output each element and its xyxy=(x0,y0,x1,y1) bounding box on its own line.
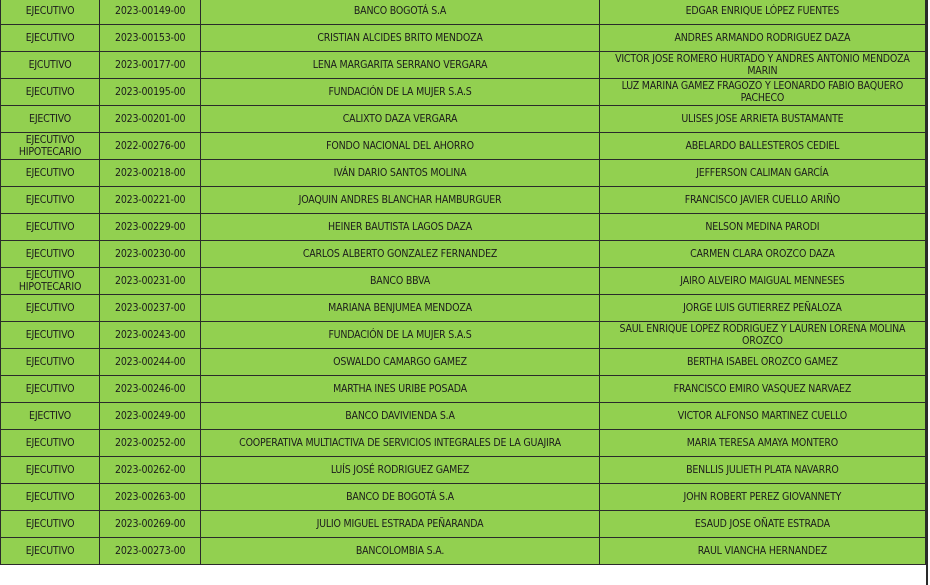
plaintiff-cell[interactable]: JOAQUIN ANDRES BLANCHAR HAMBURGUER xyxy=(201,187,599,214)
defendant-cell[interactable]: MARIA TERESA AMAYA MONTERO xyxy=(599,430,925,457)
case-number-cell[interactable]: 2023-00149-00 xyxy=(100,0,201,25)
table-row xyxy=(1,268,926,295)
process-type-cell[interactable]: EJECUTIVO xyxy=(1,25,100,52)
plaintiff-cell[interactable]: FONDO NACIONAL DEL AHORRO xyxy=(201,133,599,160)
process-type-cell[interactable]: EJECUTIVO xyxy=(1,376,100,403)
process-type-cell[interactable]: EJECUTIVO xyxy=(1,0,100,25)
defendant-cell[interactable]: ANDRES ARMANDO RODRIGUEZ DAZA xyxy=(599,25,925,52)
defendant-cell[interactable]: CARMEN CLARA OROZCO DAZA xyxy=(599,241,925,268)
defendant-cell[interactable]: SAUL ENRIQUE LOPEZ RODRIGUEZ Y LAUREN LORENA MOLINA OROZCO xyxy=(599,322,925,349)
process-type-cell[interactable]: EJECUTIVO xyxy=(1,187,100,214)
defendant-cell[interactable]: BENLLIS JULIETH PLATA NAVARRO xyxy=(599,457,925,484)
plaintiff-cell[interactable]: BANCO DAVIVIENDA S.A xyxy=(201,403,599,430)
case-number-cell[interactable]: 2023-00229-00 xyxy=(100,214,201,241)
defendant-cell[interactable]: ESAUD JOSE OÑATE ESTRADA xyxy=(599,511,925,538)
plaintiff-cell[interactable]: HEINER BAUTISTA LAGOS DAZA xyxy=(201,214,599,241)
defendant-cell[interactable]: JAIRO ALVEIRO MAIGUAL MENNESES xyxy=(599,268,925,295)
table-row xyxy=(1,79,926,106)
defendant-cell[interactable]: EDGAR ENRIQUE LÓPEZ FUENTES xyxy=(599,0,925,25)
process-type-cell[interactable]: EJECUTIVO HIPOTECARIO xyxy=(1,133,100,160)
plaintiff-cell[interactable]: JULIO MIGUEL ESTRADA PEÑARANDA xyxy=(201,511,599,538)
table-row xyxy=(1,484,926,511)
plaintiff-cell[interactable]: MARTHA INES URIBE POSADA xyxy=(201,376,599,403)
process-type-cell[interactable]: EJECUTIVO xyxy=(1,349,100,376)
process-type-cell[interactable]: EJECUTIVO HIPOTECARIO xyxy=(1,268,100,295)
table-row xyxy=(1,430,926,457)
table-row xyxy=(1,25,926,52)
case-number-cell[interactable]: 2023-00195-00 xyxy=(100,79,201,106)
defendant-cell[interactable]: ABELARDO BALLESTEROS CEDIEL xyxy=(599,133,925,160)
plaintiff-cell[interactable]: CALIXTO DAZA VERGARA xyxy=(201,106,599,133)
case-table-body xyxy=(1,0,926,565)
case-number-cell[interactable]: 2023-00177-00 xyxy=(100,52,201,79)
defendant-cell[interactable]: JORGE LUIS GUTIERREZ PEÑALOZA xyxy=(599,295,925,322)
case-number-cell[interactable]: 2023-00221-00 xyxy=(100,187,201,214)
table-row xyxy=(1,403,926,430)
plaintiff-cell[interactable]: OSWALDO CAMARGO GAMEZ xyxy=(201,349,599,376)
case-number-cell[interactable]: 2022-00276-00 xyxy=(100,133,201,160)
case-number-cell[interactable]: 2023-00249-00 xyxy=(100,403,201,430)
process-type-cell[interactable]: EJECUTIVO xyxy=(1,322,100,349)
defendant-cell[interactable]: JEFFERSON CALIMAN GARCÍA xyxy=(599,160,925,187)
case-number-cell[interactable]: 2023-00263-00 xyxy=(100,484,201,511)
table-row xyxy=(1,187,926,214)
case-number-cell[interactable]: 2023-00237-00 xyxy=(100,295,201,322)
defendant-cell[interactable]: FRANCISCO EMIRO VASQUEZ NARVAEZ xyxy=(599,376,925,403)
defendant-cell[interactable]: VICTOR JOSE ROMERO HURTADO Y ANDRES ANTONIO MENDOZA MARIN xyxy=(599,52,925,79)
process-type-cell[interactable]: EJECTIVO xyxy=(1,403,100,430)
table-row xyxy=(1,295,926,322)
case-number-cell[interactable]: 2023-00153-00 xyxy=(100,25,201,52)
case-number-cell[interactable]: 2023-00246-00 xyxy=(100,376,201,403)
process-type-cell[interactable]: EJECUTIVO xyxy=(1,160,100,187)
plaintiff-cell[interactable]: MARIANA BENJUMEA MENDOZA xyxy=(201,295,599,322)
table-row xyxy=(1,0,926,25)
plaintiff-cell[interactable]: COOPERATIVA MULTIACTIVA DE SERVICIOS INTEGRALES DE LA GUAJIRA xyxy=(201,430,599,457)
case-number-cell[interactable]: 2023-00252-00 xyxy=(100,430,201,457)
process-type-cell[interactable]: EJECUTIVO xyxy=(1,457,100,484)
process-type-cell[interactable]: EJECUTIVO xyxy=(1,214,100,241)
table-row xyxy=(1,160,926,187)
process-type-cell[interactable]: EJECUTIVO xyxy=(1,538,100,565)
process-type-cell[interactable]: EJECUTIVO xyxy=(1,484,100,511)
case-number-cell[interactable]: 2023-00244-00 xyxy=(100,349,201,376)
plaintiff-cell[interactable]: FUNDACIÓN DE LA MUJER S.A.S xyxy=(201,322,599,349)
table-row xyxy=(1,214,926,241)
plaintiff-cell[interactable]: BANCO BOGOTÁ S.A xyxy=(201,0,599,25)
sheet-right-border xyxy=(926,0,928,585)
defendant-cell[interactable]: ULISES JOSE ARRIETA BUSTAMANTE xyxy=(599,106,925,133)
process-type-cell[interactable]: EJECTIVO xyxy=(1,106,100,133)
table-row xyxy=(1,52,926,79)
case-number-cell[interactable]: 2023-00273-00 xyxy=(100,538,201,565)
defendant-cell[interactable]: NELSON MEDINA PARODI xyxy=(599,214,925,241)
plaintiff-cell[interactable]: CARLOS ALBERTO GONZALEZ FERNANDEZ xyxy=(201,241,599,268)
case-number-cell[interactable]: 2023-00201-00 xyxy=(100,106,201,133)
plaintiff-cell[interactable]: LENA MARGARITA SERRANO VERGARA xyxy=(201,52,599,79)
process-type-cell[interactable]: EJECUTIVO xyxy=(1,79,100,106)
plaintiff-cell[interactable]: IVÁN DARIO SANTOS MOLINA xyxy=(201,160,599,187)
process-type-cell[interactable]: EJECUTIVO xyxy=(1,295,100,322)
process-type-cell[interactable]: EJECUTIVO xyxy=(1,511,100,538)
table-row xyxy=(1,376,926,403)
plaintiff-cell[interactable]: BANCO BBVA xyxy=(201,268,599,295)
case-number-cell[interactable]: 2023-00269-00 xyxy=(100,511,201,538)
plaintiff-cell[interactable]: LUÍS JOSÉ RODRIGUEZ GAMEZ xyxy=(201,457,599,484)
table-row xyxy=(1,106,926,133)
table-row xyxy=(1,241,926,268)
plaintiff-cell[interactable]: CRISTIAN ALCIDES BRITO MENDOZA xyxy=(201,25,599,52)
case-number-cell[interactable]: 2023-00218-00 xyxy=(100,160,201,187)
defendant-cell[interactable]: VICTOR ALFONSO MARTINEZ CUELLO xyxy=(599,403,925,430)
plaintiff-cell[interactable]: BANCO DE BOGOTÁ S.A xyxy=(201,484,599,511)
process-type-cell[interactable]: EJECUTIVO xyxy=(1,430,100,457)
case-number-cell[interactable]: 2023-00262-00 xyxy=(100,457,201,484)
defendant-cell[interactable]: JOHN ROBERT PEREZ GIOVANNETY xyxy=(599,484,925,511)
table-row xyxy=(1,349,926,376)
table-row xyxy=(1,511,926,538)
case-number-cell[interactable]: 2023-00230-00 xyxy=(100,241,201,268)
table-row xyxy=(1,457,926,484)
case-number-cell[interactable]: 2023-00243-00 xyxy=(100,322,201,349)
defendant-cell[interactable]: LUZ MARINA GAMEZ FRAGOZO Y LEONARDO FABIO BAQUERO PACHECO xyxy=(599,79,925,106)
table-row xyxy=(1,133,926,160)
plaintiff-cell[interactable]: BANCOLOMBIA S.A. xyxy=(201,538,599,565)
process-type-cell[interactable]: EJCUTIVO xyxy=(1,52,100,79)
case-number-cell[interactable]: 2023-00231-00 xyxy=(100,268,201,295)
plaintiff-cell[interactable]: FUNDACIÓN DE LA MUJER S.A.S xyxy=(201,79,599,106)
defendant-cell[interactable]: RAUL VIANCHA HERNANDEZ xyxy=(599,538,925,565)
table-row xyxy=(1,322,926,349)
process-type-cell[interactable]: EJECUTIVO xyxy=(1,241,100,268)
table-row xyxy=(1,538,926,565)
defendant-cell[interactable]: FRANCISCO JAVIER CUELLO ARIÑO xyxy=(599,187,925,214)
defendant-cell[interactable]: BERTHA ISABEL OROZCO GAMEZ xyxy=(599,349,925,376)
